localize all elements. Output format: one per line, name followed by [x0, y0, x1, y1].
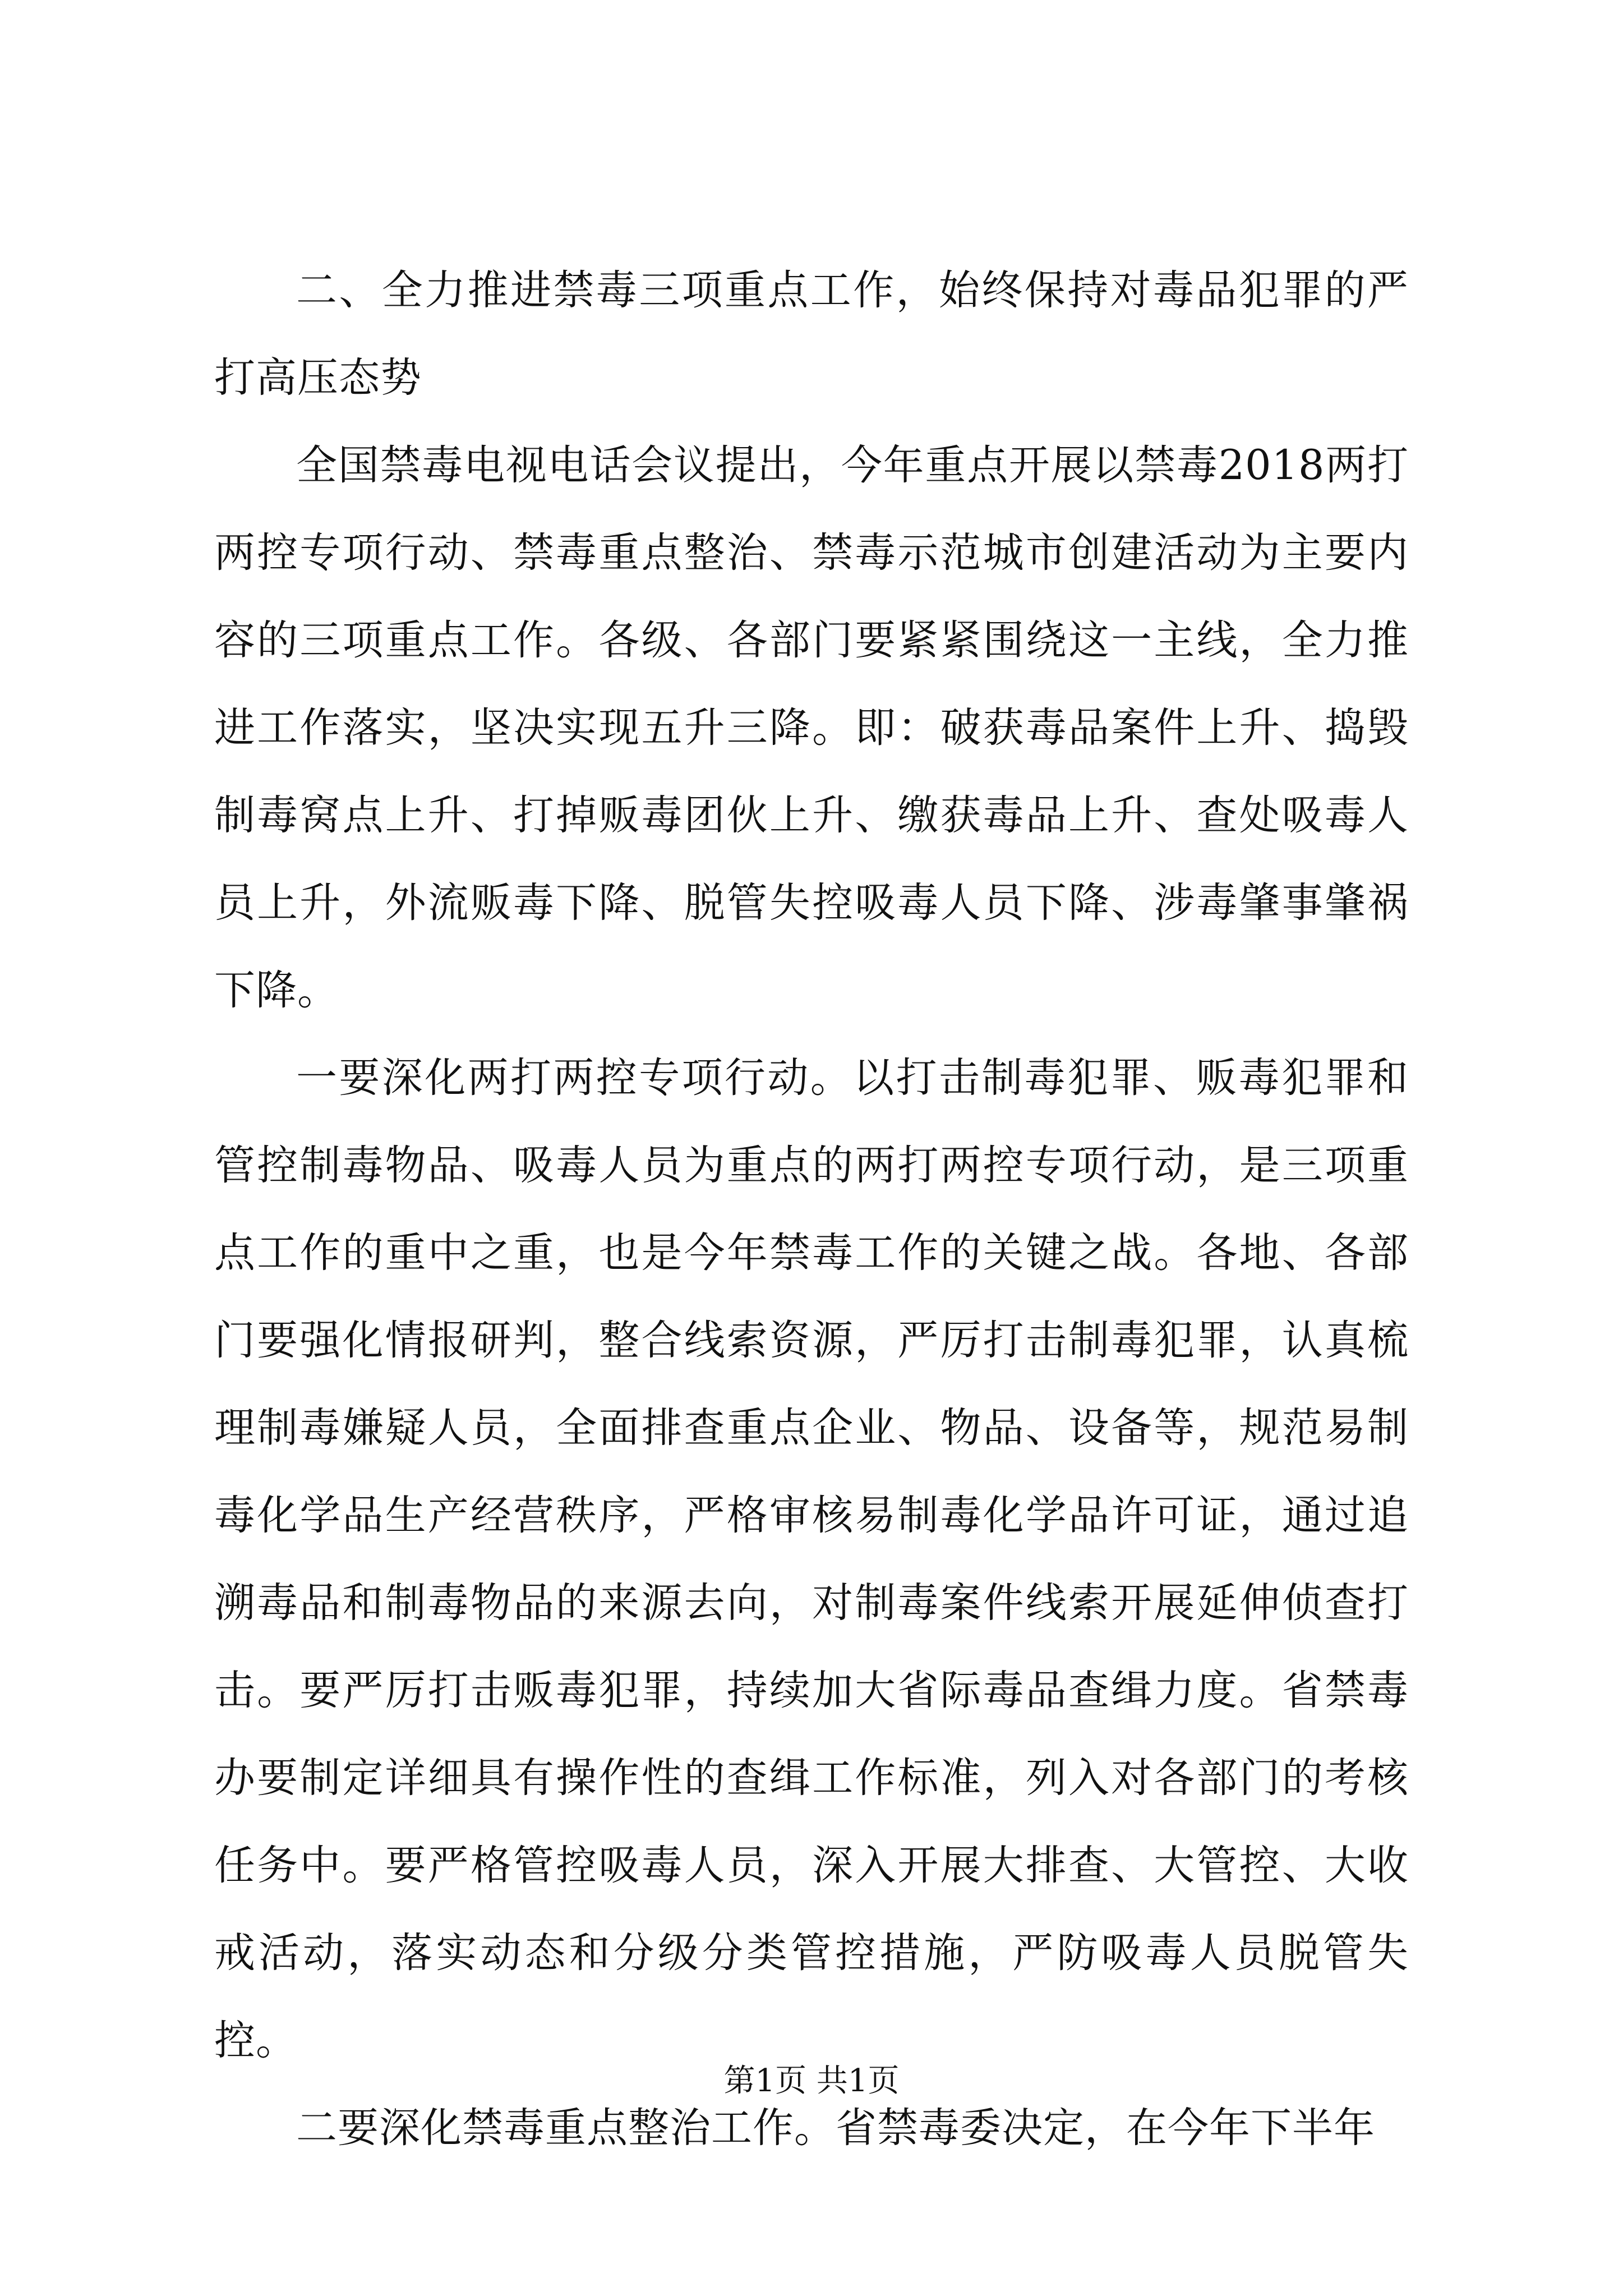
- page-number-label: 第1页 共1页: [723, 2063, 900, 2099]
- section-heading: 二、全力推进禁毒三项重点工作，始终保持对毒品犯罪的严打高压态势: [214, 266, 1409, 402]
- body-paragraph: 全国禁毒电视电话会议提出，今年重点开展以禁毒2018两打两控专项行动、禁毒重点整治、禁毒示范城市创建活动为主要内容的三项重点工作。各级、各部门要紧紧围绕这一主线，全力推进工作落实，坚决实现五升三降。即：破获毒品案件上升、捣毁制毒窝点上升、打掉贩毒团伙上升、缴获毒品上升、查处吸毒人员上升，外流贩毒下降、脱管失控吸毒人员下降、涉毒肇事肇祸下降。: [214, 441, 1409, 1014]
- document-body: [214, 247, 1409, 2172]
- body-paragraph: 一要深化两打两控专项行动。以打击制毒犯罪、贩毒犯罪和管控制毒物品、吸毒人员为重点的两打两控专项行动，是三项重点工作的重中之重，也是今年禁毒工作的关键之战。各地、各部门要强化情报研判，整合线索资源，严厉打击制毒犯罪，认真梳理制毒嫌疑人员，全面排查重点企业、物品、设备等，规范易制毒化学品生产经营秩序，严格审核易制毒化学品许可证，通过追溯毒品和制毒物品的来源去向，对制毒案件线索开展延伸侦查打击。要严厉打击贩毒犯罪，持续加大省际毒品查缉力度。省禁毒办要制定详细具有操作性的查缉工作标准，列入对各部门的考核任务中。要严格管控吸毒人员，深入开展大排查、大管控、大收戒活动，落实动态和分级分类管控措施，严防吸毒人员脱管失控。: [214, 1054, 1409, 2064]
- page-footer: [0, 2059, 1623, 2104]
- body-paragraph: 二要深化禁毒重点整治工作。省禁毒委决定，在今年下半年: [296, 2104, 1375, 2152]
